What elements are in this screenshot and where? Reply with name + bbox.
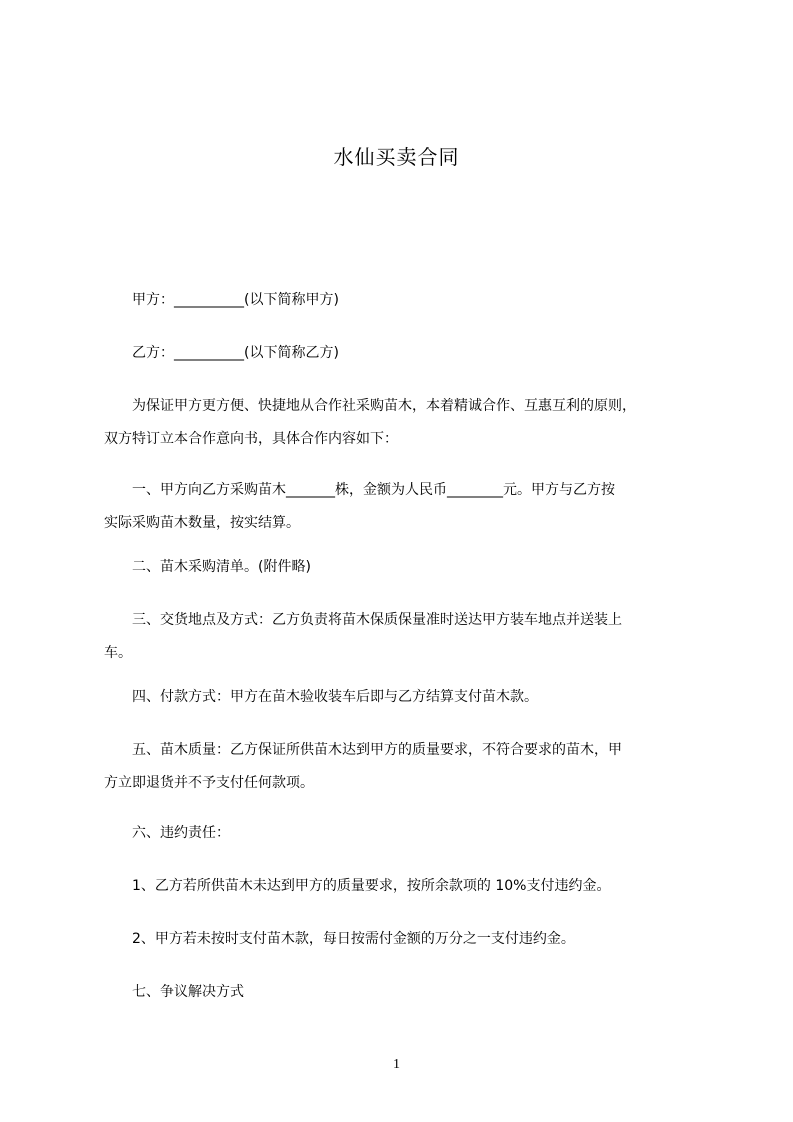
clause-6-item-2	[104, 923, 704, 956]
clause-6-heading: 六、违约责任：	[104, 825, 230, 841]
clause-4-text: 四、付款方式：甲方在苗木验收装车后即与乙方结算支付苗木款。	[104, 689, 538, 705]
clause-6-item-1-text: 1、乙方若所供苗木未达到甲方的质量要求，按所余款项的 10%支付违约金。	[104, 878, 611, 894]
clause-7-paragraph	[104, 976, 704, 1009]
party-b-text: 乙方：__________(以下简称乙方)	[104, 345, 339, 361]
page-number: 1	[393, 1057, 400, 1072]
clause-6-item-1	[104, 870, 704, 903]
party-a-text: 甲方：__________(以下简称甲方)	[104, 292, 339, 308]
clause-5-line-2: 方立即退货并不予支付任何款项。	[104, 775, 314, 791]
intro-line-2: 双方特订立本合作意向书，具体合作内容如下：	[104, 431, 398, 447]
clause-6-item-2-text: 2、甲方若未按时支付苗木款，每日按需付金额的万分之一支付违约金。	[104, 931, 575, 947]
clause-1-paragraph	[104, 474, 704, 540]
clause-5-paragraph	[104, 734, 704, 800]
clause-2-paragraph	[104, 551, 704, 584]
clause-1-line-1: 一、甲方向乙方采购苗木_______株，金额为人民币________元。甲方与乙方按	[104, 482, 615, 498]
clause-1-line-2: 实际采购苗木数量，按实结算。	[104, 515, 300, 531]
intro-line-1: 为保证甲方更方便、快捷地从合作社采购苗木，本着精诚合作、互惠互利的原则，	[104, 398, 636, 414]
clause-5-line-1: 五、苗木质量：乙方保证所供苗木达到甲方的质量要求，不符合要求的苗木，甲	[104, 742, 622, 758]
clause-3-paragraph	[104, 604, 704, 670]
clause-2-text: 二、苗木采购清单。(附件略)	[104, 559, 311, 575]
clause-6-paragraph	[104, 817, 704, 850]
party-a-line	[104, 284, 704, 317]
clause-4-paragraph	[104, 681, 704, 714]
clause-3-line-2: 车。	[104, 645, 132, 661]
clause-3-line-1: 三、交货地点及方式：乙方负责将苗木保质保量准时送达甲方装车地点并送装上	[104, 612, 622, 628]
party-b-line	[104, 337, 704, 370]
clause-7-heading: 七、争议解决方式	[104, 984, 244, 1000]
document-title: 水仙买卖合同	[333, 145, 460, 169]
intro-paragraph	[104, 390, 704, 456]
